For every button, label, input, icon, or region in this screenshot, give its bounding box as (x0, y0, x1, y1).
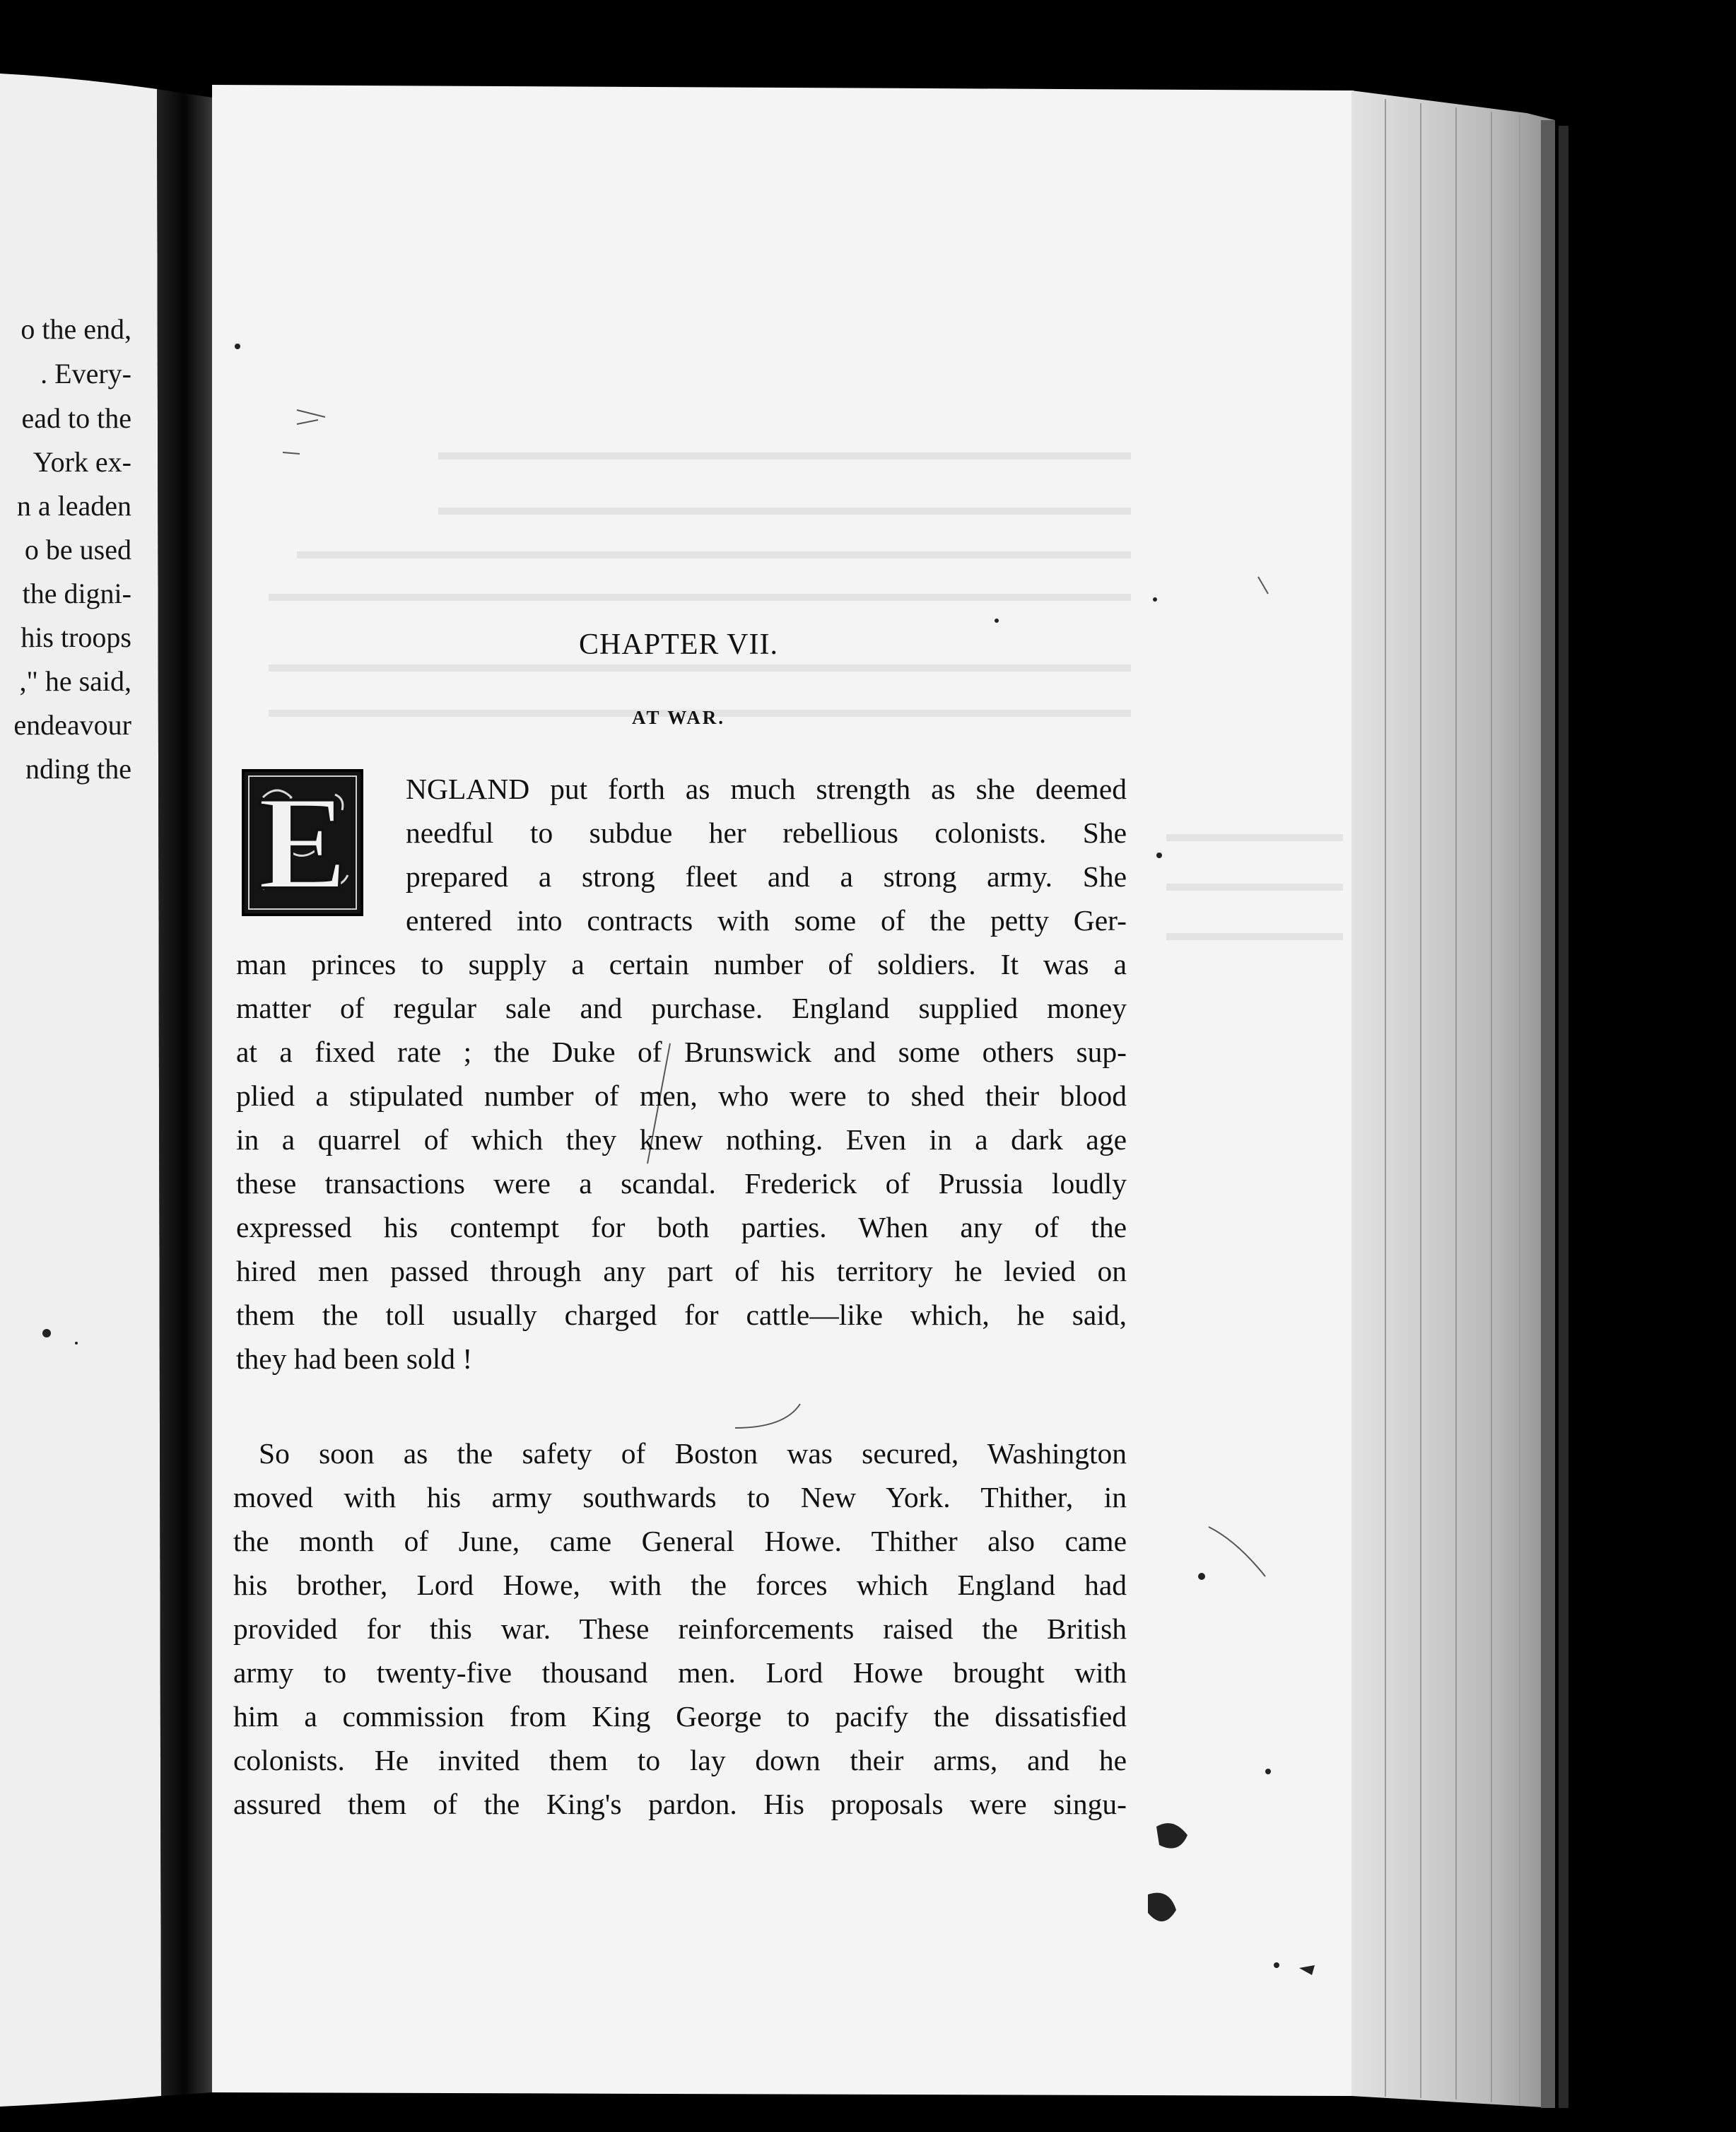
body-line: him a commission from King George to pacify the dissatisfied (233, 1700, 1127, 1733)
drop-cap-letter: E (257, 769, 348, 916)
left-line: endeavour (13, 709, 131, 741)
left-line: o be used (24, 534, 131, 566)
body-line: man princes to supply a certain number of soldiers. It was a (236, 948, 1127, 980)
left-line: n a leaden (16, 490, 131, 522)
left-line: the digni- (22, 578, 131, 609)
body-line: they had been sold ! (236, 1342, 473, 1375)
left-line: ead to the (21, 402, 131, 434)
body-line: entered into contracts with some of the petty Ger- (406, 904, 1127, 937)
body-line: the month of June, came General Howe. Thither also came (233, 1525, 1127, 1557)
body-line: matter of regular sale and purchase. England supplied money (236, 992, 1127, 1024)
body-line: prepared a strong fleet and a strong army. She (406, 860, 1127, 893)
body-line: So soon as the safety of Boston was secured, Washington (259, 1437, 1127, 1470)
body-line: plied a stipulated number of men, who were to shed their blood (236, 1079, 1127, 1112)
chapter-subtitle: AT WAR. (631, 707, 726, 728)
left-line: o the end, (20, 313, 131, 345)
gutter (157, 89, 212, 2096)
body-line: these transactions were a scandal. Frederick of Prussia loudly (236, 1167, 1127, 1200)
body-line: hired men passed through any part of his territory he levied on (236, 1255, 1127, 1287)
drop-cap-ornament (242, 769, 363, 916)
body-line: needful to subdue her rebellious colonists. She (406, 816, 1127, 849)
left-line: his troops (20, 621, 131, 653)
body-line: NGLAND put forth as much strength as she deemed (406, 773, 1127, 805)
body-line: assured them of the King's pardon. His proposals were singu- (233, 1788, 1127, 1820)
chapter-title: CHAPTER VII. (579, 628, 778, 661)
body-line: at a fixed rate ; the Duke of Brunswick and some others sup- (236, 1036, 1127, 1068)
body-line: provided for this war. These reinforcements raised the British (233, 1612, 1127, 1645)
left-line: York ex- (33, 446, 131, 478)
left-line: . Every- (40, 358, 131, 390)
left-line: ," he said, (19, 665, 131, 697)
body-line: them the toll usually charged for cattle—like which, he said, (236, 1299, 1127, 1331)
fore-edge (1351, 90, 1555, 2108)
body-line: moved with his army southwards to New York. Thither, in (233, 1481, 1127, 1513)
body-line: in a quarrel of which they knew nothing. Even in a dark age (236, 1123, 1127, 1156)
body-line: expressed his contempt for both parties. When any of the (236, 1211, 1127, 1243)
body-line: army to twenty-five thousand men. Lord Howe brought with (233, 1656, 1127, 1689)
body-line: colonists. He invited them to lay down their arms, and he (233, 1744, 1127, 1776)
body-line: his brother, Lord Howe, with the forces which England had (233, 1569, 1127, 1601)
left-line: nding the (25, 753, 131, 785)
